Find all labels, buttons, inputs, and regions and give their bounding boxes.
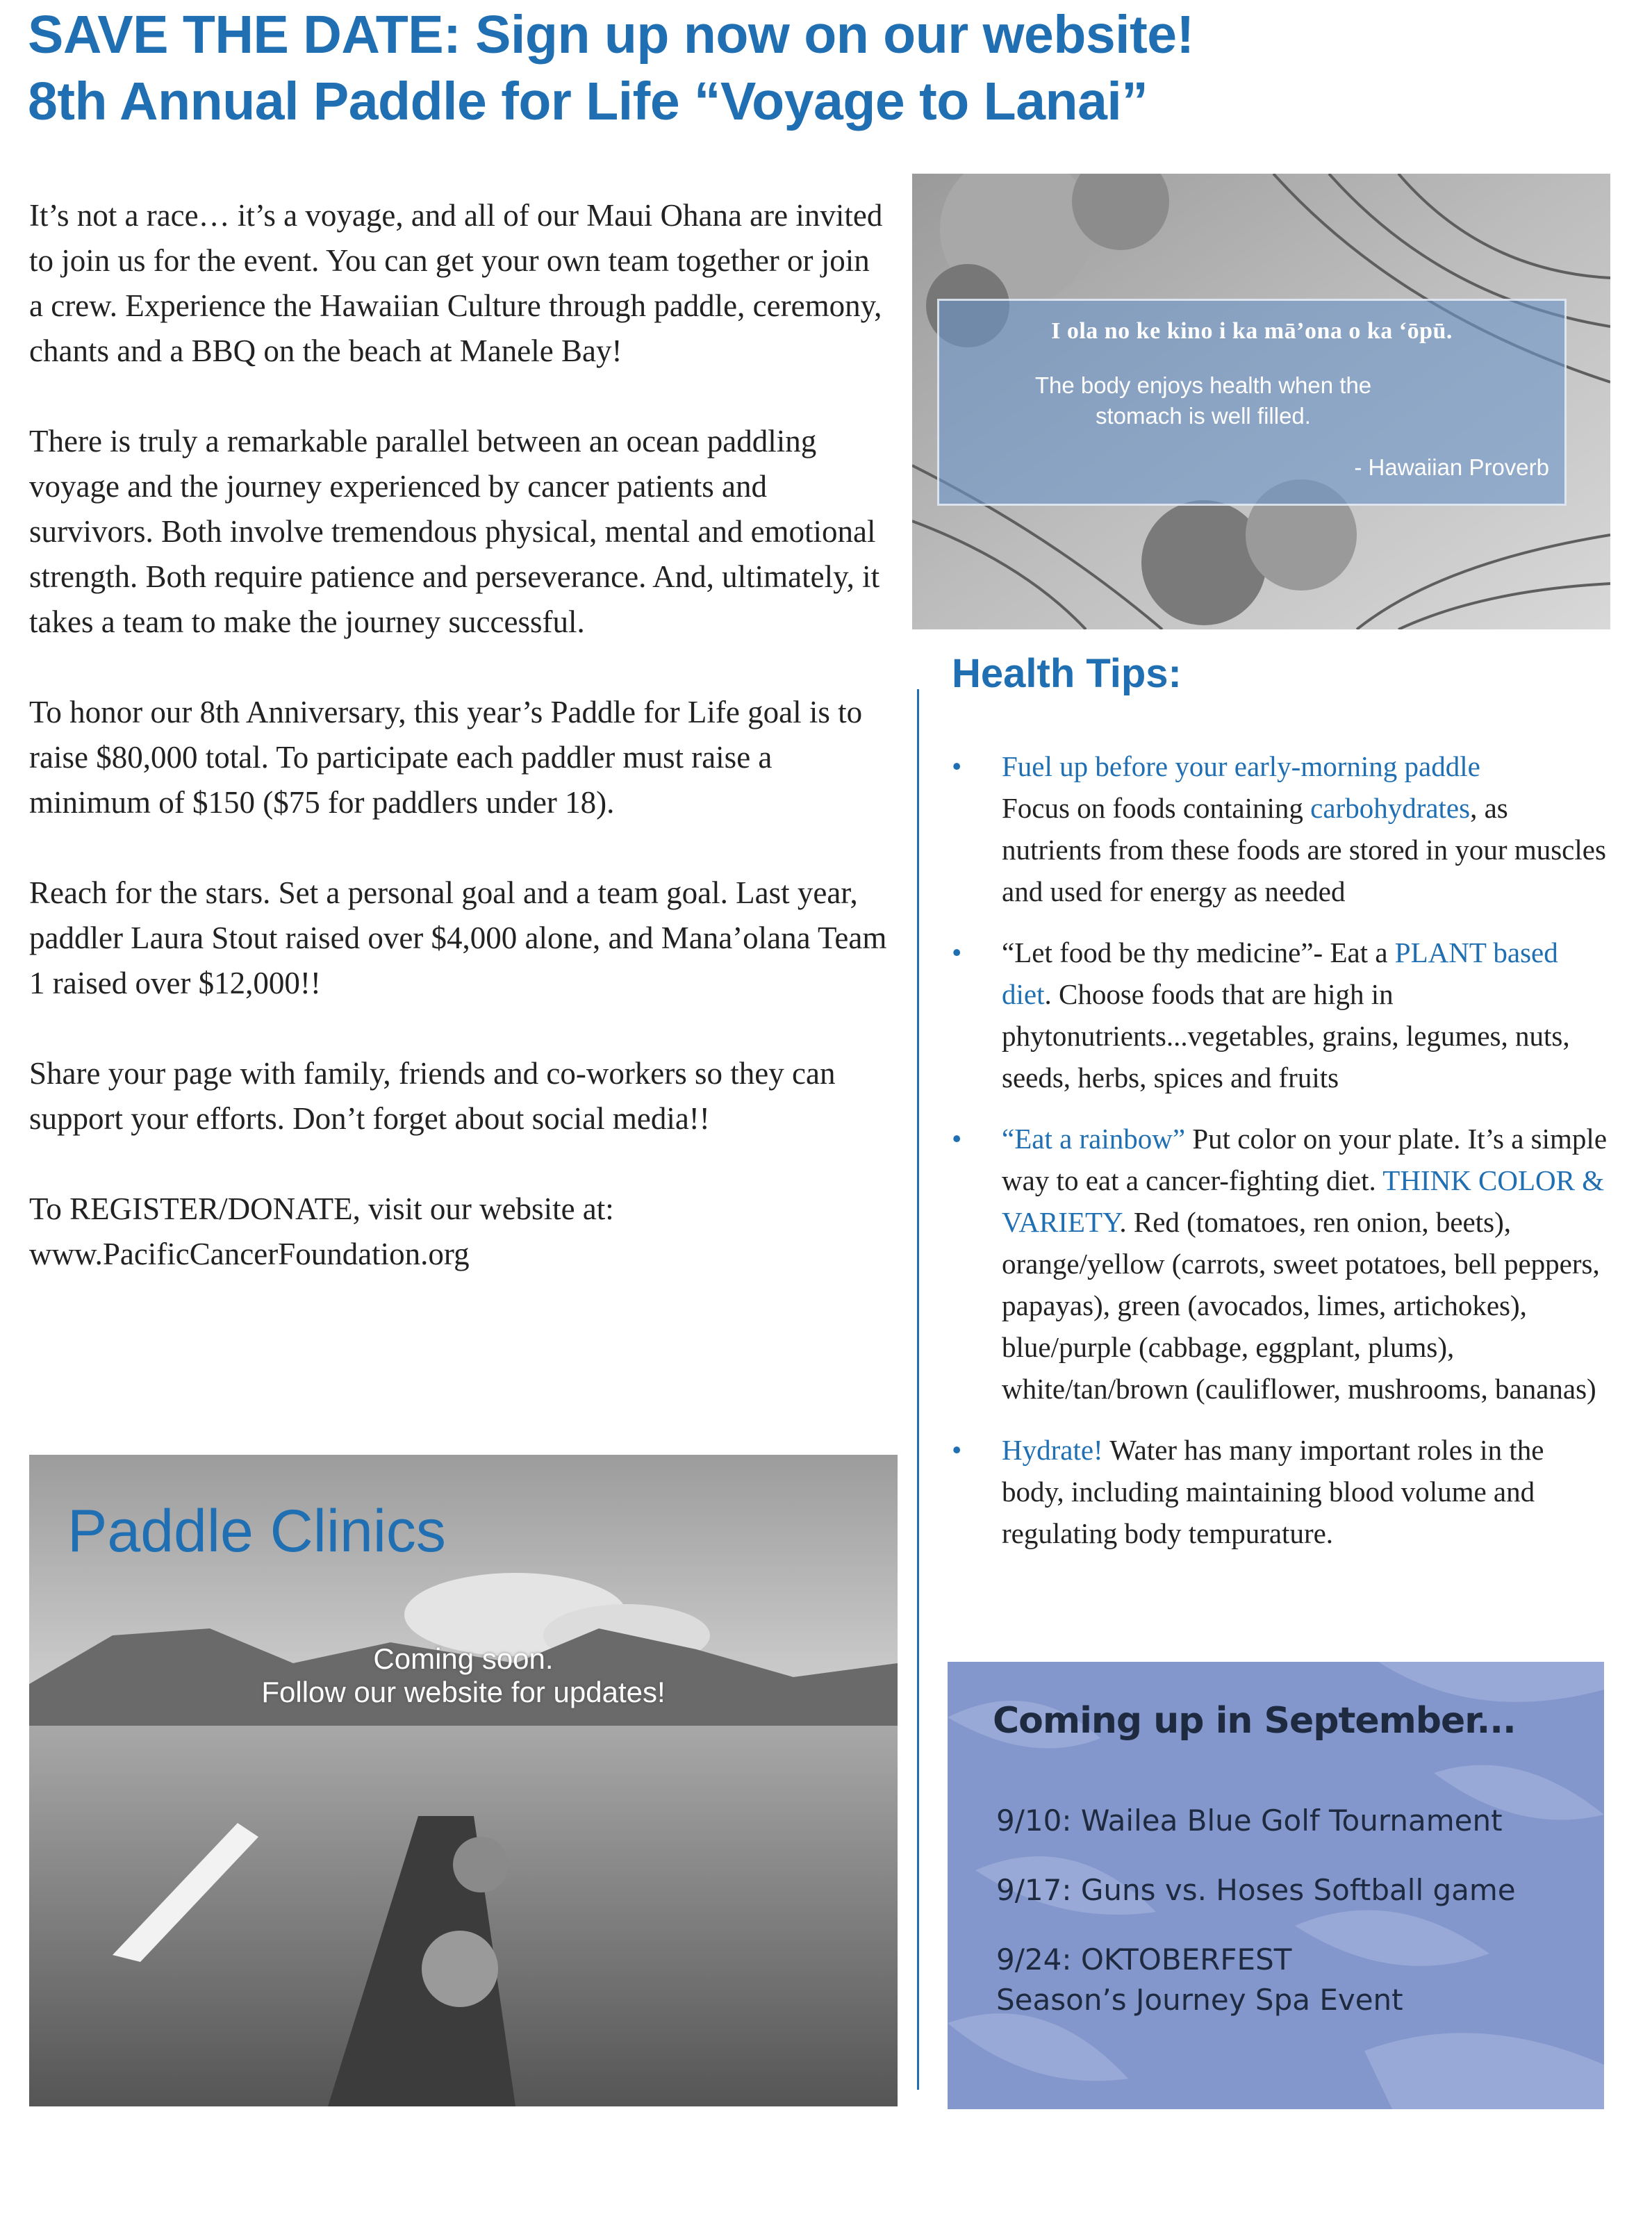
register-text: To REGISTER/DONATE, visit our website at: xyxy=(29,1191,614,1226)
paragraph-goal: To honor our 8th Anniversary, this year’s Paddle for Life goal is to raise $80,000 total. To participate each paddler must raise a minimum of $150 ($75 for paddlers under 18). xyxy=(29,695,863,820)
tip-text: . Choose foods that are high in phytonutrients...vegetables, grains, legumes, nuts, seeds, herbs, spices and fruits xyxy=(1002,978,1570,1094)
september-event: 9/17: Guns vs. Hoses Softball game xyxy=(996,1873,1516,1907)
tip-text: “Let food be thy medicine”- Eat a xyxy=(1002,936,1395,968)
tip-text: Focus on foods containing xyxy=(1002,792,1311,824)
tip-heading: “Eat a rainbow” xyxy=(1002,1123,1186,1155)
list-item xyxy=(952,1118,1612,1410)
tip-text: . Red (tomatoes, ren onion, beets), orange/yellow (carrots, sweet potatoes, bell peppers, papayas), green (avocados, limes, artichokes), blue/purple (cabbage, eggplant, plums), white/tan/brown (cauliflower, mushrooms, bananas) xyxy=(1002,1206,1600,1405)
paragraph-intro: It’s not a race… it’s a voyage, and all of our Maui Ohana are invited to join us for the event. You can get your own team together or join a crew. Experience the Hawaiian Culture through paddle, ceremony, chants and a BBQ on the beach at Manele Bay! xyxy=(29,198,883,368)
september-event: 9/24: OKTOBERFEST xyxy=(996,1942,1292,1977)
list-item xyxy=(952,1429,1612,1554)
tip-highlight: THINK COLOR & VARIETY xyxy=(1002,1164,1605,1238)
paddle-clinics-title: Paddle Clinics xyxy=(67,1498,446,1565)
paragraph-parallel: There is truly a remarkable parallel between an ocean paddling voyage and the journey experienced by cancer patients and survivors. Both involve tremendous physical, mental and emotional strength. Both require patience and perseverance. And, ultimately, it takes a team to make the journey successful. xyxy=(29,424,880,639)
tip-highlight: PLANT based diet xyxy=(1002,936,1558,1010)
paragraph-register xyxy=(29,1187,891,1277)
page-headline xyxy=(28,1,1626,135)
clinics-note-line-2: Follow our website for updates! xyxy=(261,1676,666,1708)
tip-highlight: carbohydrates xyxy=(1310,792,1471,824)
clinics-note-line-1: Coming soon. xyxy=(373,1642,554,1675)
bullet-icon: • xyxy=(952,936,962,968)
clinics-note xyxy=(29,1642,898,1709)
tip-text: Water has many important roles in the body, including maintaining blood volume and regulating body tempurature. xyxy=(1002,1434,1544,1549)
headline-line-2: 8th Annual Paddle for Life “Voyage to Lanai” xyxy=(28,72,1148,131)
event-description xyxy=(29,193,891,1277)
paragraph-stars: Reach for the stars. Set a personal goal and a team goal. Last year, paddler Laura Stout raised over $4,000 alone, and Mana’olana Team 1 raised over $12,000!! xyxy=(29,875,887,1000)
bullet-icon: • xyxy=(952,1123,962,1155)
list-item xyxy=(952,932,1612,1098)
proverb-attribution: - Hawaiian Proverb xyxy=(1354,454,1549,480)
proverb-translation: The body enjoys health when the stomach is well filled. xyxy=(1034,372,1372,429)
september-title: Coming up in September... xyxy=(993,1700,1516,1742)
bullet-icon: • xyxy=(952,1434,962,1466)
proverb-overlay xyxy=(937,299,1567,506)
tip-text: , as nutrients from these foods are stored in your muscles and used for energy as needed xyxy=(1002,792,1606,907)
paragraph-share: Share your page with family, friends and co-workers so they can support your efforts. Don’t forget about social media!! xyxy=(29,1056,836,1136)
tip-heading: Hydrate! xyxy=(1002,1434,1103,1466)
september-event: Season’s Journey Spa Event xyxy=(996,1983,1403,2017)
list-item xyxy=(952,745,1612,912)
paddle-clinics-photo xyxy=(29,1455,898,2106)
website-link[interactable]: www.PacificCancerFoundation.org xyxy=(29,1237,470,1271)
proverb-hawaiian: I ola no ke kino i ka mā’ona o ka ‘ōpū. xyxy=(1051,318,1453,344)
tip-text: Put color on your plate. It’s a simple way to eat a cancer-fighting diet. xyxy=(1002,1123,1608,1196)
tip-heading: Fuel up before your early-morning paddle xyxy=(1002,750,1480,782)
coconut-photo xyxy=(912,174,1610,629)
column-divider xyxy=(917,689,919,2090)
health-tips-list xyxy=(952,745,1612,1574)
health-tips-title: Health Tips: xyxy=(952,651,1182,696)
september-events-box xyxy=(948,1662,1604,2109)
bullet-icon: • xyxy=(952,750,962,782)
september-event: 9/10: Wailea Blue Golf Tournament xyxy=(996,1804,1503,1838)
headline-line-1: SAVE THE DATE: Sign up now on our website! xyxy=(28,5,1194,65)
